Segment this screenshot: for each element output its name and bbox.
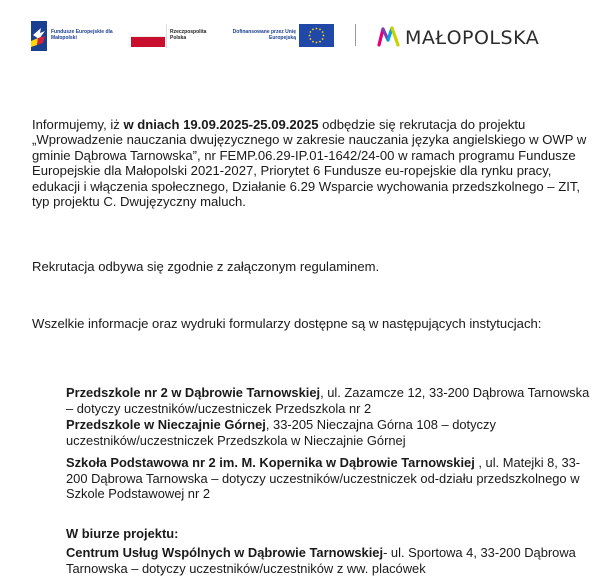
eu-flag-icon: [299, 24, 334, 47]
institution-details: , ul. Matejki 8, 33-200 Dąbrowa Tarnowska – dotyczy uczestników/uczestniczek od-działu przedszkolnego w Szkole Podstawowej nr 2: [66, 455, 581, 502]
intro-lead: Informujemy, iż: [32, 117, 124, 132]
info-paragraph: Wszelkie informacje oraz wydruki formularzy dostępne są w następujących instytucjach:: [32, 316, 542, 331]
institution-name: Przedszkole nr 2 w Dąbrowie Tarnowskiej: [66, 385, 321, 400]
institution-name: Przedszkole w Nieczajnie Górnej: [66, 417, 266, 432]
project-office-heading: W biurze projektu:: [66, 526, 179, 541]
fe-logo-text: Fundusze Europejskie dla Małopolski: [51, 29, 113, 41]
malopolska-m-icon: [377, 25, 401, 47]
intro-paragraph: [32, 117, 592, 209]
institution-details: , ul. Zazamcze 12, 33-200 Dąbrowa Tarnowska – dotyczy uczestników/uczestniczek Przedszkola nr 2: [66, 385, 590, 416]
regulations-paragraph: Rekrutacja odbywa się zgodnie z załączonym regulaminem.: [32, 259, 380, 274]
logo-separator: [355, 24, 356, 46]
recruitment-dates: w dniach 19.09.2025-25.09.2025: [123, 117, 319, 132]
pl-logo-text: Rzeczpospolita Polska: [170, 29, 207, 41]
intro-rest: odbędzie się rekrutacja do projektu „Wprowadzenie nauczania dwujęzycznego w zakresie nauczania języka angielskiego w OWP w gminie Dąbrowa Tarnowska”, nr FEMP.06.29-IP.01-1642/24-00 w ramach programu Fundusze Europejskie dla Małopolski 2021-2027, Priorytet 6 Fundusze eu-ropejskie dla rynku pracy, edukacji i włączenia społecznego, Działanie 6.29 Wsparcie wychowania przedszkolnego – ZIT, typ projektu C. Dwujęzyczny maluch.: [32, 117, 587, 210]
institution-item: [66, 385, 596, 416]
logo-bar: [0, 0, 600, 75]
pl-divider: [166, 24, 167, 48]
project-office-item: [66, 545, 596, 576]
office-details: - ul. Sportowa 4, 33-200 Dąbrowa Tarnowska – dotyczy uczestników/uczestników z ww. placówek: [66, 545, 576, 576]
institution-item: [66, 455, 596, 502]
institution-name: Szkoła Podstawowa nr 2 im. M. Kopernika w Dąbrowie Tarnowskiej: [66, 455, 475, 470]
office-name: Centrum Usług Wspólnych w Dąbrowie Tarnowskiej: [66, 545, 384, 560]
fundusze-europejskie-icon: [31, 21, 47, 51]
eu-logo-text: Dofinansowane przez Unię Europejską: [232, 29, 296, 41]
malopolska-logo-text: MAŁOPOLSKA: [405, 27, 540, 49]
polish-flag: [131, 36, 165, 47]
institution-details: , 33-205 Nieczajna Górna 108 – dotyczy uczestników/uczestniczek Przedszkola w Nieczajnie Górnej: [66, 417, 496, 448]
institution-item: [66, 417, 596, 448]
